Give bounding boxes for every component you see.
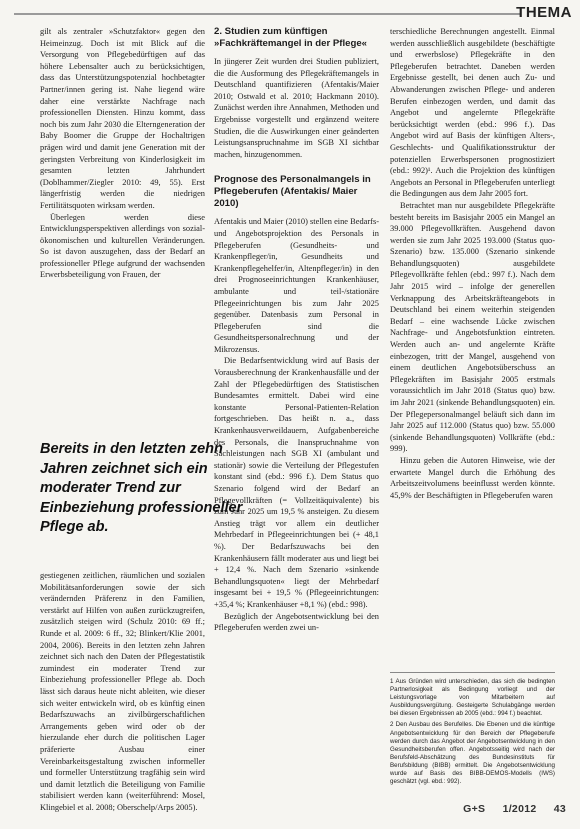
page-number: 43 [553,803,566,815]
issue-number: 1/2012 [502,803,537,815]
column-3 [390,26,555,666]
footnote-2: 2 Den Ausbau des Berufelles. Die Ebenen und die künftige Angebotsentwicklung für den Bereich der Pflegeberufe werden durch das Angebot der Angebotsentwicklung in den Gesundheitsberufen offen. Angebotsseitig wird nach der Berufsfeld-Abschätzung des Bundesinstituts für Berufsbildung (BIBB) ermittelt. Die Angebotsentwicklung wurde auf Basis des BIBB-DEMOS-Modells (IWS) geschätzt (vgl. ebd.: 992). [390,721,555,786]
pull-quote: Bereits in den letzten zehn Jahren zeichnet sich ein moderater Trend zur Einbeziehung professioneller Pflege ab. [40,436,264,544]
column-1-bottom [40,570,205,812]
col1-paragraph-3: gestiegenen zeitlichen, räumlichen und sozialen Mobilitätsanforderungen sowie der sich verändernden Präferenz in den Familien, verstärkt auf Hilfen von außen zurückzugreifen, zusätzlich steigen wird (Schulz 2010: 69 ff.; Runde et al. 2009: 6 ff., 32; Blinkert/Klie 2001, 2004, 2006). Bereits in den letzten zehn Jahren zeichnet sich nach den Daten der Pflegestatistik zumindest ein moderater Trend zur Einbeziehung professioneller Pflege ab. Doch lässt sich daraus heute nicht ableiten, wie dieser sich weiter entwickeln wird, ob es künftig einen Bedarfszuwachs an zivilbürgerschaftlichen Arrangements geben wird oder ob der hierzulande eher durch die politischen Lager präferierte Ausbau einer Vereinbarkeitsgestaltung zwischen informeller und formeller Unterstützung tragfähig sein wird und damit letztlich die Beteiligung von Familie stabilisiert werden kann (weiterführend: Mosel, Klingebiel et al. 2008; Oberschelp/Arps 2005). [40,571,205,812]
col3-paragraph-1: terschiedliche Berechnungen angestellt. Einmal werden ausschließlich ausgebildete (beschäftigte und erwerbslose) Pflegekräfte in den Pflegeberufen betrachtet. Daneben werden Ergebnisse gestellt, bei denen auch Zu- und Abwanderungen zwischen Pflege- und anderen Berufen einbezogen werden, und damit das Angebot und angelernte Pflegekräfte berücksichtigt werden (ebd.: 996 f.). Das Angebot wird auf Basis der künftigen Alters-, Geschlechts- und Qualifikationsstruktur der potenziellen Erwerbspersonen prognostiziert (ebd.: 992)¹. Auch die Projektion des künftigen Angebots an Personal in Pflegeberufen unterliegt die Bedingungen aus dem Jahr 2005 fort. [390,27,555,199]
section-heading-studies: 2. Studien zum künftigen »Fachkräftemangel in der Pflege« [214,26,368,49]
column-2 [214,26,379,801]
footnotes [390,678,555,789]
column-1-top [40,26,205,431]
footnote-rule [390,672,555,673]
col3-paragraph-2: Betrachtet man nur ausgebildete Pflegekräfte besteht bereits im Basisjahr 2005 ein Mangel an 39.000 Pflegevollkräften. Ausgehend davon werden sie zum Jahr 2025 193.000 (Status quo-Szenario) bzw. 135.000 (Szenario sinkende Behandlungsquoten) ausgebildete Pflegevollkräfte fehlen (ebd.: 997 f.). Nach dem Jahr 2015 wird – infolge der generellen Verknappung des Arbeitskräfteangebots in Deutschland bei einem weiterhin steigenden Bedarf – eine wachsende Lücke zwischen Nachfrage- und Angebotsfunktion eintreten. Werden auch an- und angelernte Kräfte einbezogen, tritt der Mangel, ausgehend von einem deutlichen Angebotsüberschuss an Pflegekräften im Basisjahr 2005 erstmals voraussichtlich im Jahr 2018 (Status quo) bzw. im Jahr 2021 (sinkende Behandlungsquoten) ein. Der Pflegepersonalmangel beläuft sich dann im Jahr 2025 auf 112.000 (Status quo) bzw. 55.000 (sinkende Behandlungsquoten) Vollkräfte (ebd.: 999). [390,200,555,454]
col2-paragraph-2: Afentakis und Maier (2010) stellen eine Bedarfs- und Angebotsprojektion des Personals in Pflegeberufen (Gesundheits- und Krankenpfleger/in, Gesundheits und Krankenpflegehelfer/in, Altenpfleger/in) in den drei Prognoseeinrichtungen Krankenhäuser, ambulante und teil-/stationäre Pflegeeinrichtungen bis zum Jahr 2025 gegenüber. Datenbasis zum Personal in Pflegeberufen sind die Gesundheitspersonalrechnung und der Mikrozensus. [214,217,379,354]
footnote-1: 1 Aus Gründen wird unterschieden, das sich die bedingten Partnerlosigkeit als Bedingung vorliegt und der Leistungsvorlage von Mitarbeitern auf Ausbildungsvergütung. Gesteigerte Schulabgänge werden bei diesen Ergebnissen ab 2005 (ebd.: 994 f.) beachtet. [390,678,555,718]
col2-paragraph-3: Die Bedarfsentwicklung wird auf Basis der Vorausberechnung der Krankenhausfälle und der Zahl der Pflegebedürftigen des Statistischen Bundesamtes ermittelt. Dabei wird eine konstante Personal-Patienten-Relation fortgeschrieben. Das heißt n. a., dass Krankenhausverweildauern, Aufgabenbereiche des Personals, die Inanspruchnahme von Sachleistungen nach SGB XI (ambulant und stationär) sowie die Verteilung der Pflegestufen konstant sind (ebd.: 996 f.). Dem Status quo Szenario folgend wird der Bedarf an Pflegevollkräften (= Vollzeitäquivalente) bis zum Jahr 2025 um 19,5 % ansteigen. Zu diesem Anstieg trägt vor allem ein deutlicher Mehrbedarf in Pflegeeinrichtungen bei (+ 48,1 %). Der Bedarfszuwachs bei den Krankenhäusern fällt moderater aus und liegt bei + 12,4 %. Nach dem Szenario »sinkende Behandlungsquoten« liegt der Mehrbedarf insgesamt bei + 19,5 % (Pflegeeinrichtungen: +35,4 %; Krankenhäuser +8,1 %) (ebd.: 998). [214,356,379,609]
col1-paragraph-1: gilt als zentraler »Schutzfaktor« gegen den Heimeinzug. Doch ist mit Blick auf die Versorgung von Pflegebedürftigen auf das höhere Lebensalter auch zu berücksichtigen, dass das Unterstützungspotenzial hochbetagter Partner/innen gering ist. Nahe liegend wäre daher eine verstärkte Nachfrage nach professionellen Diensten. Hinzu kommt, dass noch bis zum Jahr 2030 die Elterngeneration der Baby Boomer die Gruppe der Hochaltrigen prägen wird und damit jene Generation mit der geringsten Verbreitung von Kinderlosigkeit im gesamten letzten Jahrhundert (Doblhammer/Ziegler 2010: 49, 55). Erst längerfristig werden die niedrigen Fertilitätsquoten wirksam werden. [40,27,205,210]
page-footer [449,803,566,815]
col2-paragraph-1: In jüngerer Zeit wurden drei Studien publiziert, die die Ausformung des Pflegekräftemangels in Deutschland quantifizieren (Afentakis/Maier 2010; Ostwald et al. 2010; Hackmann 2010). Zunächst werden ihre Annahmen, Methoden und Ergebnisse vorgestellt und ergänzend weitere Studien, die die Auswirkungen einer geänderten Leistungsanspruchnahme im SGB XI sichtbar machen, hinzugenommen. [214,57,379,159]
col3-paragraph-3: Hinzu geben die Autoren Hinweise, wie der erwartete Mangel durch die Erhöhung des Arbeitszeitvolumens beeinflusst werden könnte. 45,9% der Beschäftigten in Pflegeberufen waren [390,455,555,500]
col1-paragraph-2: Überlegen werden diese Entwicklungsperspektiven allerdings von sozial-ökonomischen und kulturellen Veränderungen. So ist davon auszugehen, dass der Bedarf an professioneller Pflege aufgrund der wachsenden Erwerbsbeteiligung von Frauen, der [40,212,205,280]
col2-paragraph-4: Bezüglich der Angebotsentwicklung bei den Pflegeberufen werden zwei un- [214,611,379,633]
section-title: THEMA [516,4,572,21]
magazine-name: G+S [463,803,486,815]
header-rule [14,13,520,15]
section-heading-prognose: Prognose des Personalmangels in Pflegeberufen (Afentakis/ Maier 2010) [214,174,371,210]
